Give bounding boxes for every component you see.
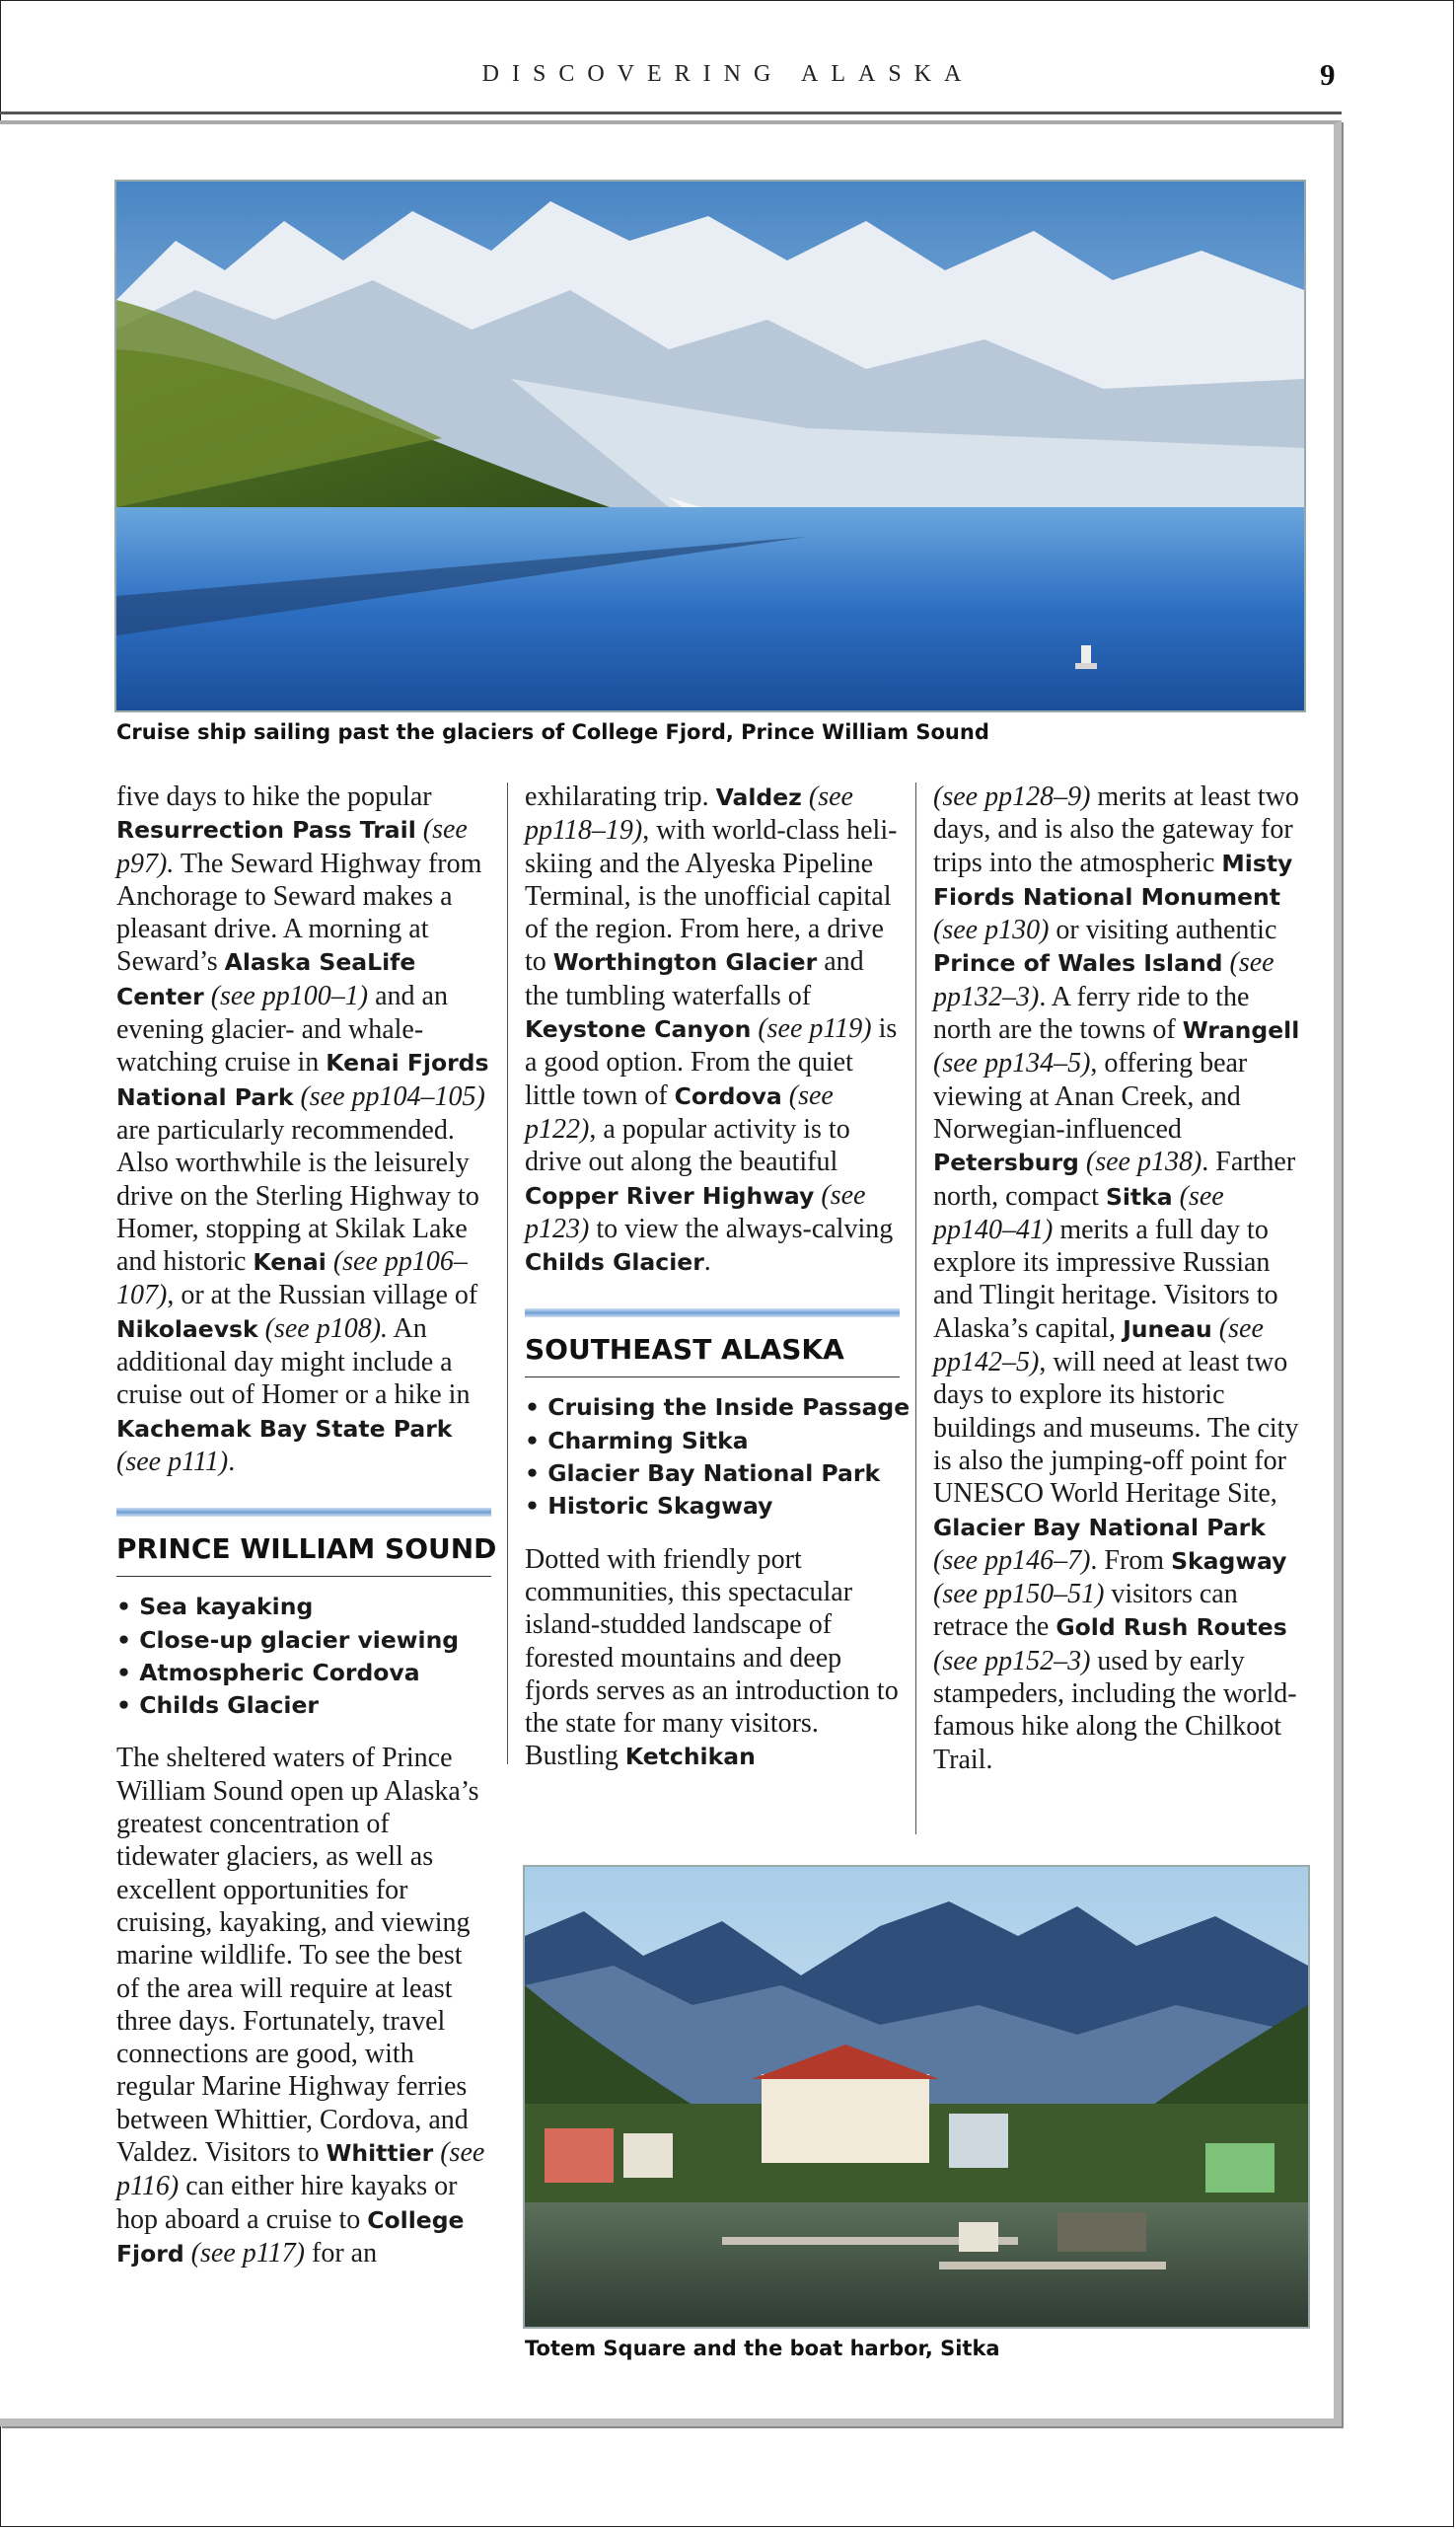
place-name: Childs Glacier — [525, 1248, 704, 1277]
column-1 — [116, 781, 497, 2270]
place-name: Glacier Bay National Park — [933, 1513, 1266, 1541]
page-reference: (see pp128–9) — [933, 781, 1091, 812]
page-reference: (see p122) — [525, 1079, 834, 1145]
col3-se-paragraph: (see pp128–9) merits at least two days, and is also the gateway for trips into the atmospheric Misty Fiords National Monument (see p130) or visiting authentic Prince of Wales Island (see pp132–3). A ferry ride to the north are the towns of Wrangell (see pp134–5), offering bear viewing at Anan Creek, and Norwegian-influenced Petersburg (see p138). Farther north, compact Sitka (see pp140–41) merits a full day to explore its impressive Russian and Tlingit heritage. Visitors to Alaska’s capital, Juneau (see pp142–5), will need at least two days to explore its historic buildings and museums. The city is also the jumping-off point for UNESCO World Heritage Site, Glacier Bay National Park (see pp146–7). From Skagway (see pp150–51) visitors can retrace the Gold Rush Routes (see pp152–3) used by early stampeders, including the world-famous hike along the Chilkoot Trail. — [933, 781, 1300, 1775]
page-reference: (see pp150–51) — [933, 1579, 1105, 1610]
college-fjord-photo — [114, 180, 1306, 712]
running-head: DISCOVERING ALASKA — [481, 61, 975, 87]
place-name: Prince of Wales Island — [933, 949, 1223, 978]
top-photo-caption: Cruise ship sailing past the glaciers of College Fjord, Prince William Sound — [116, 720, 989, 744]
place-name: Misty Fiords National Monument — [933, 849, 1293, 911]
place-name: Wrangell — [1182, 1016, 1300, 1045]
page-reference: (see pp132–3) — [933, 947, 1274, 1012]
highlight-item: • Charming Sitka — [525, 1425, 900, 1457]
sitka-harbor-photo — [523, 1865, 1310, 2329]
page-reference: (see pp104–105) — [300, 1080, 485, 1112]
place-name: Worthington Glacier — [552, 948, 818, 977]
place-name: Petersburg — [933, 1149, 1079, 1177]
highlights-list — [525, 1391, 910, 1523]
sitka-harbor-illustration — [525, 1867, 1308, 2327]
highlight-item: • Atmospheric Cordova — [116, 1657, 491, 1689]
page-reference: (see pp106–107) — [116, 1246, 468, 1311]
highlight-item: • Glacier Bay National Park — [525, 1457, 900, 1490]
highlight-item: • Childs Glacier — [116, 1689, 491, 1722]
column-divider — [915, 782, 916, 1834]
place-name: Skagway — [1171, 1546, 1287, 1575]
section-prince-william-sound — [116, 1508, 497, 2270]
page-reference: (see p97). — [116, 814, 468, 879]
page-reference: (see pp140–41) — [933, 1180, 1224, 1245]
page-reference: (see p117) — [190, 2237, 305, 2269]
place-name: Nikolaevsk — [116, 1314, 258, 1343]
place-name: Valdez — [715, 783, 802, 811]
highlights-list — [116, 1591, 491, 1722]
place-name: Ketchikan — [624, 1743, 756, 1771]
col2-pws-paragraph: exhilarating trip. Valdez (see pp118–19), with world-class heli-skiing and the Alyeska Pipeline Terminal, is the unofficial capital of the region. From here, a drive to Worthington Glacier and the tumbling waterfalls of Keystone Canyon (see p119) is a good option. From the quiet little town of Cordova (see p122), a popular activity is to drive out along the beautiful Copper River Highway (see p123) to view the always-calving Childs Glacier. — [525, 781, 898, 1278]
page-reference: (see pp134–5) — [933, 1048, 1091, 1079]
section-bar — [525, 1308, 900, 1317]
page-reference: (see pp100–1) — [210, 980, 369, 1011]
place-name: Sitka — [1105, 1182, 1173, 1211]
col1-pws-paragraph: The sheltered waters of Prince William Sound open up Alaska’s greatest concentration of tidewater glaciers, as well as excellent opportunities for cruising, kayaking, and viewing marine wildlife. To see the best of the area will require at least three days. Fortunately, travel connections are good, with regular Marine Highway ferries between Whittier, Cordova, and Valdez. Visitors to Whittier (see p116) can either hire kayaks or hop aboard a cruise to College Fjord (see p117) for an — [116, 1743, 485, 2269]
header-rule — [0, 112, 1342, 114]
column-3 — [933, 781, 1308, 1776]
highlight-item: • Close-up glacier viewing — [116, 1624, 491, 1657]
page-reference: (see p111) — [116, 1446, 229, 1477]
page-reference: (see p108). — [264, 1312, 389, 1344]
section-title: PRINCE WILLIAM SOUND — [116, 1517, 491, 1577]
page-reference: (see p138) — [1085, 1147, 1202, 1178]
place-name: Kenai Fjords National Park — [116, 1049, 489, 1111]
place-name: Gold Rush Routes — [1056, 1613, 1287, 1642]
place-name: Juneau — [1123, 1314, 1212, 1343]
place-name: Alaska SeaLife Center — [116, 948, 416, 1010]
bottom-photo-caption: Totem Square and the boat harbor, Sitka — [525, 2337, 1000, 2360]
highlight-item: • Historic Skagway — [525, 1490, 900, 1523]
page-reference: (see p119) — [758, 1013, 872, 1045]
page-reference: (see p116) — [116, 2136, 485, 2202]
place-name: Cordova — [674, 1081, 782, 1110]
place-name: College Fjord — [116, 2205, 465, 2268]
page-reference: (see pp118–19) — [525, 781, 853, 847]
page-reference: (see pp142–5) — [933, 1312, 1264, 1378]
place-name: Keystone Canyon — [525, 1015, 752, 1044]
page-reference: (see p123) — [525, 1179, 866, 1244]
section-title: SOUTHEAST ALASKA — [525, 1317, 900, 1377]
page-reference: (see pp152–3) — [933, 1645, 1091, 1676]
section-bar — [116, 1508, 491, 1517]
col2-se-paragraph: Dotted with friendly port communities, this spectacular island-studded landscape of forested mountains and deep fjords serves as an introduction to the state for many visitors. Bustling Ketchikan — [525, 1543, 899, 1772]
place-name: Kenai — [253, 1248, 327, 1277]
section-southeast-alaska — [525, 1308, 910, 1773]
page-reference: (see pp146–7) — [933, 1544, 1091, 1576]
highlight-item: • Sea kayaking — [116, 1591, 491, 1623]
place-name: Copper River Highway — [525, 1181, 815, 1210]
college-fjord-illustration — [116, 182, 1304, 710]
page-number: 9 — [1320, 57, 1336, 92]
place-name: Whittier — [326, 2138, 434, 2167]
page-reference: (see p130) — [933, 915, 1050, 946]
column-2 — [525, 781, 910, 1774]
place-name: Resurrection Pass Trail — [116, 816, 416, 845]
column-divider — [507, 782, 508, 1764]
highlight-item: • Cruising the Inside Passage — [525, 1391, 900, 1424]
place-name: Kachemak Bay State Park — [116, 1414, 453, 1443]
col1-intro-paragraph: five days to hike the popular Resurrection Pass Trail (see p97). The Seward Highway from Anchorage to Seward makes a pleasant drive. A morning at Seward’s Alaska SeaLife Center (see pp100–1) and an evening glacier- and whale-watching cruise in Kenai Fjords National Park (see pp104–105) are particularly recommended. Also worthwhile is the leisurely drive on the Sterling Highway to Homer, stopping at Skilak Lake and historic Kenai (see pp106–107), or at the Russian village of Nikolaevsk (see p108). An additional day might include a cruise out of Homer or a hike in Kachemak Bay State Park (see p111). — [116, 781, 489, 1477]
